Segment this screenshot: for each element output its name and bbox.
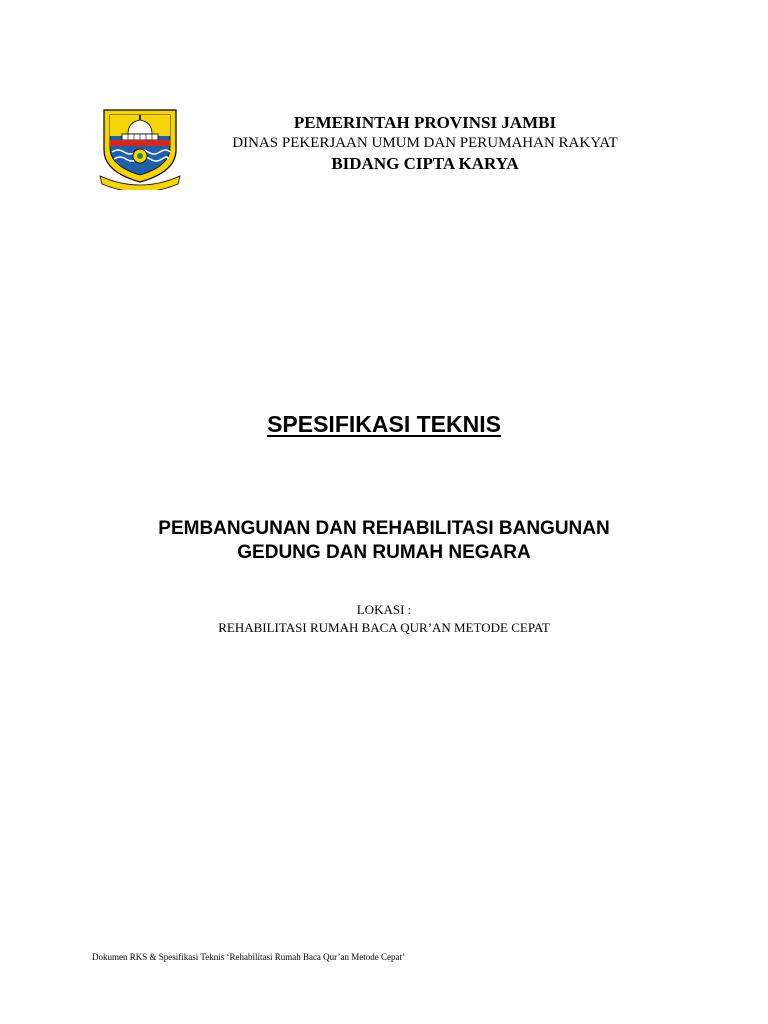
document-subtitle — [0, 517, 768, 565]
header-block — [190, 112, 660, 174]
page-footer: Dokumen RKS & Spesifikasi Teknis ‘Rehabilitasi Rumah Baca Qur’an Metode Cepat’ — [92, 952, 405, 962]
header-division: BIDANG CIPTA KARYA — [331, 154, 519, 173]
document-title: SPESIFIKASI TEKNIS — [267, 411, 501, 437]
subtitle-line-1: PEMBANGUNAN DAN REHABILITASI BANGUNAN — [158, 518, 610, 539]
jambi-province-emblem-icon — [98, 106, 182, 190]
location-block — [0, 601, 768, 637]
subtitle-line-2: GEDUNG DAN RUMAH NEGARA — [237, 542, 531, 563]
location-value: REHABILITASI RUMAH BACA QUR’AN METODE CEPAT — [218, 620, 550, 635]
header-department: DINAS PEKERJAAN UMUM DAN PERUMAHAN RAKYAT — [232, 135, 618, 151]
location-label: LOKASI : — [356, 602, 412, 617]
header-government: PEMERINTAH PROVINSI JAMBI — [293, 113, 557, 132]
